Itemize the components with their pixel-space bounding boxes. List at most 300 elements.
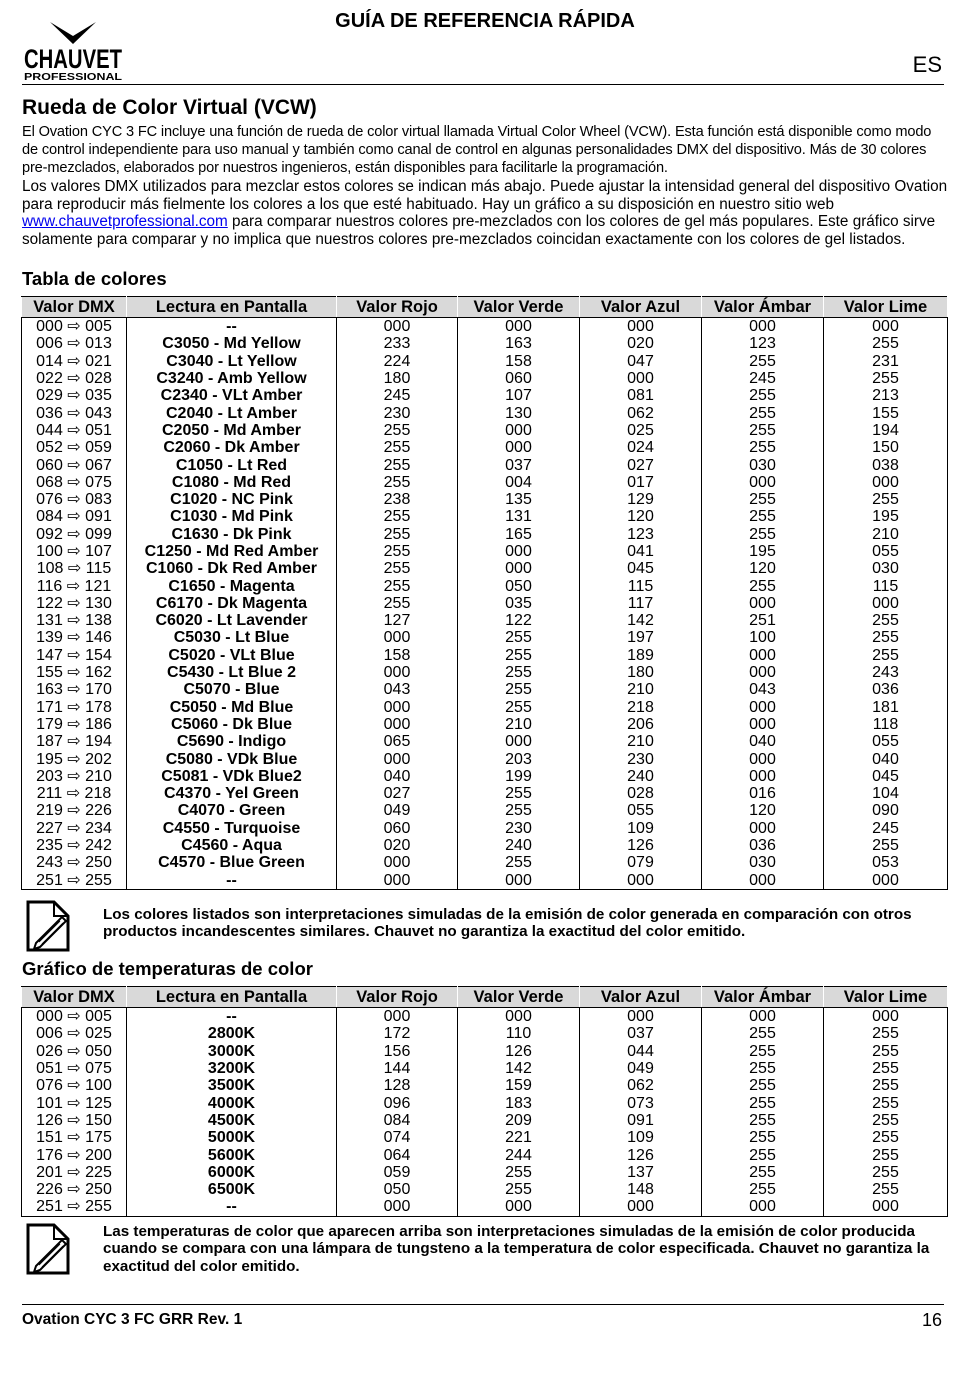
channel-value-cell: 060: [337, 820, 458, 837]
channel-value-cell: 255: [337, 595, 458, 612]
channel-value-cell: 115: [580, 577, 702, 594]
display-reading-cell: 3000K: [127, 1043, 337, 1060]
display-reading-cell: 6000K: [127, 1164, 337, 1181]
channel-value-cell: 120: [702, 560, 824, 577]
column-header: Valor Lime: [824, 297, 948, 318]
channel-value-cell: 030: [702, 854, 824, 871]
temp-table-row: [22, 1094, 948, 1111]
temp-table-header-row: [22, 987, 948, 1008]
dmx-value-cell: 029 ⇨ 035: [22, 387, 127, 404]
channel-value-cell: 024: [580, 439, 702, 456]
logo-subtext: PROFESSIONAL: [24, 71, 123, 83]
display-reading-cell: C4560 - Aqua: [127, 837, 337, 854]
dmx-value-cell: 036 ⇨ 043: [22, 404, 127, 421]
display-reading-cell: C2040 - Lt Amber: [127, 404, 337, 421]
channel-value-cell: 000: [337, 629, 458, 646]
channel-value-cell: 037: [458, 456, 580, 473]
intro-paragraph: El Ovation CYC 3 FC incluye una función de rueda de color virtual llamada Virtual Color Wheel (VCW). Esta función está disponible como modo de control independiente para uso manual y también como canal de control en algunas personalidades DMX del dispositivo. Más de 30 colores pre-mezclados, elaborados por nuestros ingenieros, están disponibles para facilitarle la programación.: [22, 124, 932, 176]
channel-value-cell: 037: [580, 1025, 702, 1042]
dmx-value-cell: 092 ⇨ 099: [22, 526, 127, 543]
channel-value-cell: 255: [702, 1060, 824, 1077]
channel-value-cell: 050: [458, 577, 580, 594]
display-reading-cell: C5080 - VDk Blue: [127, 750, 337, 767]
channel-value-cell: 000: [824, 872, 948, 890]
temp-table-row: [22, 1129, 948, 1146]
column-header: Valor Rojo: [337, 297, 458, 318]
channel-value-cell: 000: [580, 1008, 702, 1026]
display-reading-cell: C1060 - Dk Red Amber: [127, 560, 337, 577]
dmx-value-cell: 000 ⇨ 005: [22, 1008, 127, 1026]
footer-divider: [22, 1304, 944, 1305]
channel-value-cell: 255: [824, 647, 948, 664]
channel-value-cell: 155: [824, 404, 948, 421]
channel-value-cell: 000: [580, 318, 702, 336]
dmx-value-cell: 151 ⇨ 175: [22, 1129, 127, 1146]
channel-value-cell: 004: [458, 474, 580, 491]
channel-value-cell: 000: [458, 733, 580, 750]
temp-table-row: [22, 1008, 948, 1026]
channel-value-cell: 053: [824, 854, 948, 871]
dmx-value-cell: 155 ⇨ 162: [22, 664, 127, 681]
channel-value-cell: 230: [337, 404, 458, 421]
channel-value-cell: 255: [702, 387, 824, 404]
channel-value-cell: 000: [702, 1008, 824, 1026]
channel-value-cell: 255: [702, 422, 824, 439]
color-table-row: [22, 491, 948, 508]
channel-value-cell: 255: [824, 1043, 948, 1060]
channel-value-cell: 055: [824, 733, 948, 750]
channel-value-cell: 255: [702, 1094, 824, 1111]
channel-value-cell: 115: [824, 577, 948, 594]
display-reading-cell: --: [127, 1008, 337, 1026]
channel-value-cell: 000: [580, 370, 702, 387]
display-reading-cell: C4070 - Green: [127, 802, 337, 819]
channel-value-cell: 255: [824, 1094, 948, 1111]
channel-value-cell: 251: [702, 612, 824, 629]
dmx-value-cell: 211 ⇨ 218: [22, 785, 127, 802]
temp-table-row: [22, 1198, 948, 1216]
channel-value-cell: 255: [458, 802, 580, 819]
channel-value-cell: 255: [702, 526, 824, 543]
dmx-value-cell: 187 ⇨ 194: [22, 733, 127, 750]
channel-value-cell: 230: [458, 820, 580, 837]
channel-value-cell: 203: [458, 750, 580, 767]
channel-value-cell: 181: [824, 699, 948, 716]
display-reading-cell: C5430 - Lt Blue 2: [127, 664, 337, 681]
color-table-row: [22, 612, 948, 629]
channel-value-cell: 096: [337, 1094, 458, 1111]
channel-value-cell: 020: [337, 837, 458, 854]
channel-value-cell: 210: [824, 526, 948, 543]
channel-value-cell: 000: [580, 872, 702, 890]
color-table-row: [22, 629, 948, 646]
channel-value-cell: 000: [458, 872, 580, 890]
dmx-value-cell: 022 ⇨ 028: [22, 370, 127, 387]
color-table-row: [22, 820, 948, 837]
color-table-row: [22, 387, 948, 404]
channel-value-cell: 000: [824, 474, 948, 491]
channel-value-cell: 199: [458, 768, 580, 785]
channel-value-cell: 045: [824, 768, 948, 785]
dmx-value-cell: 076 ⇨ 100: [22, 1077, 127, 1094]
display-reading-cell: 2800K: [127, 1025, 337, 1042]
column-header: Lectura en Pantalla: [127, 987, 337, 1008]
channel-value-cell: 144: [337, 1060, 458, 1077]
channel-value-cell: 055: [580, 802, 702, 819]
channel-value-cell: 255: [702, 508, 824, 525]
channel-value-cell: 255: [824, 1060, 948, 1077]
channel-value-cell: 000: [337, 716, 458, 733]
display-reading-cell: C3050 - Md Yellow: [127, 335, 337, 352]
channel-value-cell: 255: [702, 439, 824, 456]
temp-table: [21, 986, 948, 1217]
channel-value-cell: 027: [580, 456, 702, 473]
channel-value-cell: 172: [337, 1025, 458, 1042]
language-code: ES: [912, 52, 942, 77]
channel-value-cell: 091: [580, 1112, 702, 1129]
display-reading-cell: C1650 - Magenta: [127, 577, 337, 594]
channel-value-cell: 142: [580, 612, 702, 629]
channel-value-cell: 255: [824, 491, 948, 508]
channel-value-cell: 255: [824, 1025, 948, 1042]
display-reading-cell: C1030 - Md Pink: [127, 508, 337, 525]
display-reading-cell: --: [127, 318, 337, 336]
dmx-value-cell: 122 ⇨ 130: [22, 595, 127, 612]
dmx-value-cell: 243 ⇨ 250: [22, 854, 127, 871]
channel-value-cell: 118: [824, 716, 948, 733]
note-icon: [24, 899, 72, 953]
channel-value-cell: 047: [580, 353, 702, 370]
color-table-row: [22, 837, 948, 854]
channel-value-cell: 243: [824, 664, 948, 681]
dmx-value-cell: 201 ⇨ 225: [22, 1164, 127, 1181]
column-header: Valor Verde: [458, 297, 580, 318]
channel-value-cell: 255: [337, 456, 458, 473]
channel-value-cell: 000: [702, 595, 824, 612]
color-table-row: [22, 854, 948, 871]
dmx-value-cell: 100 ⇨ 107: [22, 543, 127, 560]
color-table-row: [22, 802, 948, 819]
channel-value-cell: 062: [580, 404, 702, 421]
dmx-value-cell: 006 ⇨ 025: [22, 1025, 127, 1042]
channel-value-cell: 255: [824, 370, 948, 387]
channel-value-cell: 040: [824, 750, 948, 767]
color-table-row: [22, 508, 948, 525]
channel-value-cell: 255: [824, 1112, 948, 1129]
channel-value-cell: 040: [337, 768, 458, 785]
channel-value-cell: 059: [337, 1164, 458, 1181]
channel-value-cell: 064: [337, 1146, 458, 1163]
channel-value-cell: 255: [824, 1077, 948, 1094]
channel-value-cell: 230: [580, 750, 702, 767]
column-header: Valor Ámbar: [702, 987, 824, 1008]
channel-value-cell: 255: [458, 647, 580, 664]
dmx-value-cell: 131 ⇨ 138: [22, 612, 127, 629]
channel-value-cell: 218: [580, 699, 702, 716]
channel-value-cell: 000: [702, 1198, 824, 1216]
display-reading-cell: C4370 - Yel Green: [127, 785, 337, 802]
channel-value-cell: 183: [458, 1094, 580, 1111]
display-reading-cell: C5020 - VLt Blue: [127, 647, 337, 664]
dmx-value-cell: 068 ⇨ 075: [22, 474, 127, 491]
channel-value-cell: 255: [458, 699, 580, 716]
temp-table-note: Las temperaturas de color que aparecen arriba son interpretaciones simuladas de la emisión de color producida cuando se compara con una lámpara de tungsteno a la temperatura de color especificada. Chauvet no garantiza la exactitud del color emitido.: [103, 1223, 930, 1275]
channel-value-cell: 255: [702, 353, 824, 370]
channel-value-cell: 084: [337, 1112, 458, 1129]
dmx-paragraph-text-1: Los valores DMX utilizados para mezclar estos colores se indican más abajo. Puede ajustar la intensidad general del dispositivo Ovation para reproducir más fielmente los colores a los que esté habituado. Hay un gráfico a su disposición en nuestro sitio web: [22, 178, 948, 213]
channel-value-cell: 238: [337, 491, 458, 508]
channel-value-cell: 045: [580, 560, 702, 577]
channel-value-cell: 255: [702, 1164, 824, 1181]
channel-value-cell: 148: [580, 1181, 702, 1198]
dmx-value-cell: 014 ⇨ 021: [22, 353, 127, 370]
display-reading-cell: C5690 - Indigo: [127, 733, 337, 750]
color-table-row: [22, 560, 948, 577]
channel-value-cell: 180: [580, 664, 702, 681]
dmx-value-cell: 226 ⇨ 250: [22, 1181, 127, 1198]
channel-value-cell: 000: [702, 474, 824, 491]
column-header: Valor Verde: [458, 987, 580, 1008]
color-table-row: [22, 647, 948, 664]
color-table-row: [22, 681, 948, 698]
channel-value-cell: 000: [702, 647, 824, 664]
channel-value-cell: 122: [458, 612, 580, 629]
temp-table-row: [22, 1181, 948, 1198]
channel-value-cell: 050: [337, 1181, 458, 1198]
channel-value-cell: 000: [458, 560, 580, 577]
column-header: Valor Azul: [580, 297, 702, 318]
channel-value-cell: 255: [458, 629, 580, 646]
channel-value-cell: 126: [580, 837, 702, 854]
temp-table-row: [22, 1146, 948, 1163]
channel-value-cell: 040: [702, 733, 824, 750]
channel-value-cell: 130: [458, 404, 580, 421]
channel-value-cell: 000: [702, 664, 824, 681]
logo-wordmark: CHAUVET: [24, 44, 123, 74]
channel-value-cell: 255: [702, 1077, 824, 1094]
channel-value-cell: 081: [580, 387, 702, 404]
color-table-row: [22, 456, 948, 473]
dmx-value-cell: 227 ⇨ 234: [22, 820, 127, 837]
display-reading-cell: C6020 - Lt Lavender: [127, 612, 337, 629]
channel-value-cell: 195: [824, 508, 948, 525]
color-table-row: [22, 370, 948, 387]
channel-value-cell: 255: [824, 1146, 948, 1163]
dmx-value-cell: 179 ⇨ 186: [22, 716, 127, 733]
channel-value-cell: 255: [702, 577, 824, 594]
channel-value-cell: 055: [824, 543, 948, 560]
channel-value-cell: 049: [337, 802, 458, 819]
channel-value-cell: 000: [458, 318, 580, 336]
channel-value-cell: 123: [580, 526, 702, 543]
document-title: GUÍA DE REFERENCIA RÁPIDA: [335, 10, 635, 32]
channel-value-cell: 156: [337, 1043, 458, 1060]
channel-value-cell: 017: [580, 474, 702, 491]
channel-value-cell: 000: [458, 1008, 580, 1026]
display-reading-cell: 5000K: [127, 1129, 337, 1146]
dmx-value-cell: 052 ⇨ 059: [22, 439, 127, 456]
dmx-paragraph-text-2: para comparar nuestros colores pre-mezclados con los colores de gel más populares. Este gráfico sirve solamente para comparar y no implica que nuestros colores pre-mezclados coincidan exactamente con los colores de gel listados.: [22, 213, 936, 248]
color-table: [21, 296, 948, 890]
column-header: Valor DMX: [22, 297, 127, 318]
channel-value-cell: 107: [458, 387, 580, 404]
color-table-row: [22, 353, 948, 370]
channel-value-cell: 043: [702, 681, 824, 698]
temp-table-row: [22, 1043, 948, 1060]
channel-value-cell: 000: [337, 664, 458, 681]
channel-value-cell: 244: [458, 1146, 580, 1163]
channel-value-cell: 255: [337, 439, 458, 456]
column-header: Valor DMX: [22, 987, 127, 1008]
channel-value-cell: 255: [824, 612, 948, 629]
channel-value-cell: 000: [337, 872, 458, 890]
color-table-row: [22, 768, 948, 785]
channel-value-cell: 000: [702, 820, 824, 837]
display-reading-cell: 4500K: [127, 1112, 337, 1129]
color-table-row: [22, 664, 948, 681]
channel-value-cell: 000: [702, 716, 824, 733]
channel-value-cell: 224: [337, 353, 458, 370]
dmx-value-cell: 044 ⇨ 051: [22, 422, 127, 439]
channel-value-cell: 255: [702, 1025, 824, 1042]
dmx-value-cell: 116 ⇨ 121: [22, 577, 127, 594]
display-reading-cell: C2060 - Dk Amber: [127, 439, 337, 456]
color-table-row: [22, 543, 948, 560]
channel-value-cell: 109: [580, 1129, 702, 1146]
channel-value-cell: 043: [337, 681, 458, 698]
channel-value-cell: 120: [580, 508, 702, 525]
color-table-row: [22, 474, 948, 491]
channel-value-cell: 255: [702, 1146, 824, 1163]
color-table-row: [22, 733, 948, 750]
channel-value-cell: 049: [580, 1060, 702, 1077]
channel-value-cell: 025: [580, 422, 702, 439]
dmx-value-cell: 139 ⇨ 146: [22, 629, 127, 646]
channel-value-cell: 255: [458, 1164, 580, 1181]
dmx-value-cell: 251 ⇨ 255: [22, 1198, 127, 1216]
temp-table-row: [22, 1164, 948, 1181]
channel-value-cell: 245: [702, 370, 824, 387]
color-table-row: [22, 439, 948, 456]
channel-value-cell: 206: [580, 716, 702, 733]
display-reading-cell: C5070 - Blue: [127, 681, 337, 698]
dmx-value-cell: 026 ⇨ 050: [22, 1043, 127, 1060]
website-link[interactable]: www.chauvetprofessional.com: [22, 213, 228, 230]
channel-value-cell: 255: [824, 837, 948, 854]
channel-value-cell: 000: [702, 318, 824, 336]
display-reading-cell: C5081 - VDk Blue2: [127, 768, 337, 785]
temp-table-row: [22, 1077, 948, 1094]
dmx-paragraph: [22, 178, 948, 248]
channel-value-cell: 210: [580, 681, 702, 698]
color-table-row: [22, 872, 948, 890]
note-icon: [24, 1222, 72, 1276]
channel-value-cell: 126: [458, 1043, 580, 1060]
temp-table-row: [22, 1025, 948, 1042]
channel-value-cell: 189: [580, 647, 702, 664]
channel-value-cell: 028: [580, 785, 702, 802]
channel-value-cell: 044: [580, 1043, 702, 1060]
channel-value-cell: 142: [458, 1060, 580, 1077]
display-reading-cell: 3200K: [127, 1060, 337, 1077]
footer-doc-name: Ovation CYC 3 FC GRR Rev. 1: [22, 1311, 243, 1328]
channel-value-cell: 117: [580, 595, 702, 612]
channel-value-cell: 255: [702, 1181, 824, 1198]
channel-value-cell: 158: [337, 647, 458, 664]
dmx-value-cell: 203 ⇨ 210: [22, 768, 127, 785]
display-reading-cell: 6500K: [127, 1181, 337, 1198]
channel-value-cell: 126: [580, 1146, 702, 1163]
channel-value-cell: 158: [458, 353, 580, 370]
display-reading-cell: C1020 - NC Pink: [127, 491, 337, 508]
channel-value-cell: 073: [580, 1094, 702, 1111]
display-reading-cell: 4000K: [127, 1094, 337, 1111]
channel-value-cell: 210: [580, 733, 702, 750]
color-table-row: [22, 577, 948, 594]
channel-value-cell: 194: [824, 422, 948, 439]
channel-value-cell: 255: [702, 1112, 824, 1129]
channel-value-cell: 255: [824, 1181, 948, 1198]
channel-value-cell: 120: [702, 802, 824, 819]
channel-value-cell: 000: [824, 595, 948, 612]
channel-value-cell: 074: [337, 1129, 458, 1146]
channel-value-cell: 221: [458, 1129, 580, 1146]
channel-value-cell: 163: [458, 335, 580, 352]
channel-value-cell: 255: [824, 1129, 948, 1146]
dmx-value-cell: 195 ⇨ 202: [22, 750, 127, 767]
channel-value-cell: 255: [458, 1181, 580, 1198]
display-reading-cell: C5050 - Md Blue: [127, 699, 337, 716]
display-reading-cell: --: [127, 872, 337, 890]
channel-value-cell: 240: [458, 837, 580, 854]
temp-table-row: [22, 1060, 948, 1077]
channel-value-cell: 195: [702, 543, 824, 560]
channel-value-cell: 255: [337, 474, 458, 491]
dmx-value-cell: 147 ⇨ 154: [22, 647, 127, 664]
channel-value-cell: 062: [580, 1077, 702, 1094]
channel-value-cell: 209: [458, 1112, 580, 1129]
channel-value-cell: 104: [824, 785, 948, 802]
channel-value-cell: 255: [337, 577, 458, 594]
channel-value-cell: 137: [580, 1164, 702, 1181]
channel-value-cell: 000: [458, 422, 580, 439]
dmx-value-cell: 051 ⇨ 075: [22, 1060, 127, 1077]
channel-value-cell: 041: [580, 543, 702, 560]
channel-value-cell: 030: [824, 560, 948, 577]
channel-value-cell: 255: [458, 681, 580, 698]
display-reading-cell: C4550 - Turquoise: [127, 820, 337, 837]
dmx-value-cell: 171 ⇨ 178: [22, 699, 127, 716]
channel-value-cell: 255: [702, 491, 824, 508]
channel-value-cell: 131: [458, 508, 580, 525]
dmx-value-cell: 176 ⇨ 200: [22, 1146, 127, 1163]
channel-value-cell: 255: [458, 854, 580, 871]
color-table-row: [22, 318, 948, 336]
channel-value-cell: 128: [337, 1077, 458, 1094]
channel-value-cell: 000: [337, 1008, 458, 1026]
channel-value-cell: 000: [458, 1198, 580, 1216]
color-table-title: Tabla de colores: [22, 268, 167, 289]
channel-value-cell: 255: [824, 335, 948, 352]
channel-value-cell: 255: [458, 785, 580, 802]
display-reading-cell: C1050 - Lt Red: [127, 456, 337, 473]
color-table-note: Los colores listados son interpretaciones simuladas de la emisión de color generada en comparación con otros productos incandescentes similares. Chauvet no garantiza la exactitud del color emitido.: [103, 906, 912, 941]
channel-value-cell: 165: [458, 526, 580, 543]
channel-value-cell: 016: [702, 785, 824, 802]
channel-value-cell: 255: [337, 543, 458, 560]
channel-value-cell: 240: [580, 768, 702, 785]
dmx-value-cell: 084 ⇨ 091: [22, 508, 127, 525]
